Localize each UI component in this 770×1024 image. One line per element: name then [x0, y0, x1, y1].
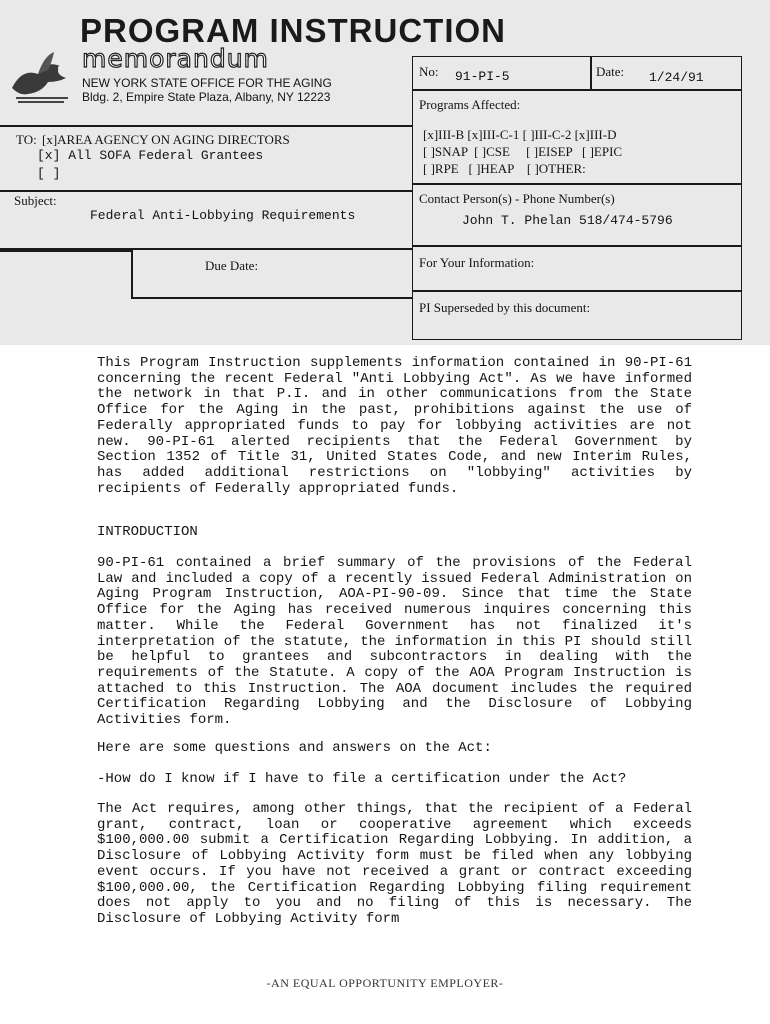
to-item-blank: [ ]: [37, 166, 61, 181]
divider: [412, 290, 742, 292]
number-value: 91-PI-5: [455, 69, 510, 84]
contact-label: Contact Person(s) - Phone Number(s): [419, 191, 615, 206]
due-date-label: Due Date:: [205, 258, 259, 273]
programs-row: [ ]SNAP [ ]CSE [ ]EISEP [ ]EPIC: [423, 144, 623, 159]
paragraph-qa-intro: Here are some questions and answers on the Act:: [97, 740, 492, 756]
divider: [590, 56, 592, 90]
divider: [412, 89, 742, 91]
eagle-logo-icon: [8, 48, 82, 108]
divider: [0, 190, 413, 192]
contact-value: John T. Phelan 518/474-5796: [462, 213, 673, 228]
paragraph-introduction: 90-PI-61 contained a brief summary of the provisions of the Federal Law and included a copy of a recently issued Federal Administration on Aging Program Instruction, AOA-PI-90-09. Since that time the State Office for the Aging has received numerous inquires concerning this matter. While the Federal Government has not finalized it's interpretation of the statute, the information in this PI should still be helpful to grantees and subcontractors in dealing with the requirements of the Statute. A copy of the AOA Program Instruction is attached to this Instruction. The AOA document includes the required Certification Regarding Lobbying and the Disclosure of Lobbying Activities form.: [97, 555, 692, 729]
section-heading: INTRODUCTION: [97, 524, 198, 540]
divider: [412, 245, 742, 247]
programs-row: [x]III-B [x]III-C-1 [ ]III-C-2 [x]III-D: [423, 127, 617, 142]
divider: [0, 125, 413, 127]
divider: [131, 297, 413, 299]
date-label: Date:: [596, 64, 625, 79]
programs-row: [ ]RPE [ ]HEAP [ ]OTHER:: [423, 161, 586, 176]
divider: [131, 250, 133, 298]
paragraph-answer: The Act requires, among other things, that the recipient of a Federal grant, contract, loan or cooperative agreement which exceeds $100,000.00 submit a Certification Regarding Lobbying. In addition, a Disclosure of Lobbying Activity form must be filed when any lobbying event occurs. If you have not received a grant or contract exceeding $100,000.00, the Certification Regarding Lobbying filing requirement does not apply to you and no filing of this is necessary. The Disclosure of Lobbying Activity form: [97, 801, 692, 927]
paragraph-intro: This Program Instruction supplements information contained in 90-PI-61 concerning the recent Federal "Anti Lobbying Act". As we have informed the network in that P.I. and in other communications from the State Office for the Aging in the past, prohibitions against the use of Federally appropriated funds to pay for lobbying activities are not new. 90-PI-61 alerted recipients that the Federal Government by Section 1352 of Title 31, United States Code, and new Interim Rules, has added additional restrictions on "lobbying" activities by recipients of Federally appropriated funds.: [97, 355, 692, 497]
superseded-label: PI Superseded by this document:: [419, 300, 591, 315]
organization-address: Bldg. 2, Empire State Plaza, Albany, NY 12223: [82, 90, 331, 104]
question-heading: -How do I know if I have to file a certification under the Act?: [97, 771, 627, 787]
document-subtitle: memorandum: [82, 44, 269, 73]
organization-name: NEW YORK STATE OFFICE FOR THE AGING: [82, 76, 332, 90]
divider: [412, 183, 742, 185]
document-title: PROGRAM INSTRUCTION: [80, 12, 506, 49]
subject-label: Subject:: [14, 193, 57, 208]
to-item-sofa-grantees: [x] All SOFA Federal Grantees: [37, 148, 264, 163]
date-value: 1/24/91: [649, 70, 704, 85]
divider: [0, 250, 132, 252]
footer-equal-opportunity: -AN EQUAL OPPORTUNITY EMPLOYER-: [266, 976, 504, 990]
to-label: TO:: [16, 132, 37, 147]
for-your-information-label: For Your Information:: [419, 255, 535, 270]
subject-value: Federal Anti-Lobbying Requirements: [90, 208, 356, 223]
number-label: No:: [419, 64, 439, 79]
to-item-aaa-directors: [x]AREA AGENCY ON AGING DIRECTORS: [42, 132, 290, 147]
programs-affected-label: Programs Affected:: [419, 97, 521, 112]
